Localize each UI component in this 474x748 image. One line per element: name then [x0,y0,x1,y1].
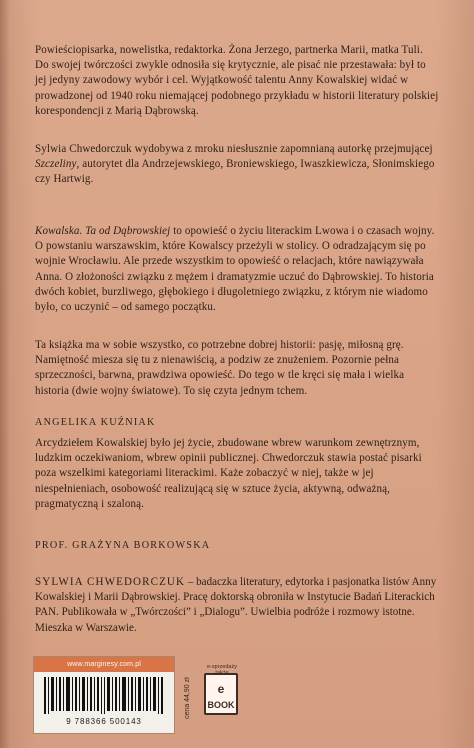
barcode-icon [44,677,164,714]
ebook-badge [204,673,238,715]
signature-angelika-kuzniak: ANGELIKA KUŹNIAK [35,417,156,428]
description-paragraph-3-text: to opowieść o życiu literackim Lwowa i o czasach wojny. O powstaniu warszawskim, które Kowalscy przeżyli w stolicy. O odradzającym się po wojnie Wrocławiu. Ale przede wszystkim to opowieść o relacjach, które nawiązywała Anna. O złożoności związku z mężem i dramatyzmie uczuć do Dąbrowskiej. To historia dwóch kobiet, burzliwego, głębokiego i długoletniego związku, z którym nie wiadomo było, co uczynić – od samego początku. [35,225,435,314]
description-paragraph-3 [35,224,439,315]
description-paragraph-1: Powieściopisarka, nowelistka, redaktorka. Żona Jerzego, partnerka Marii, matka Tuli. Do swojej twórczości zwykle odnosiła się krytycznie, ale pisać nie przestawała: był to jej jedyny zawodowy wybór i cel. Wyjątkowość talentu Anny Kowalskiej widać w prowadzonej od 1940 roku niemającej podobnego przykładu w historii literatury polskiej korespondencji z Marią Dąbrowską. [35,44,439,117]
author-bio [35,575,439,636]
barcode-block [33,656,175,734]
ebook-note: e-sprzedaży [207,664,237,670]
ebook-badge-top: e [217,682,225,696]
description-paragraph-2 [35,142,439,188]
book-title-reference-kowalska: Kowalska. Ta od Dąbrowskiej [35,225,171,237]
blurb-borkowska: Arcydziełem Kowalskiej było jej życie, zbudowane wbrew warunkom zewnętrznym, ludzkim oczekiwaniom, wbrew opinii publicznej. Chwedorczuk stawia postać pisarki poza wszelkimi kategoriami literackimi. Każe zobaczyć w niej, także w jej niespełnieniach, osobowość realizującą się w sztuce życia, aktywną, odważną, pragmatyczną i szaloną. [35,437,422,510]
description-paragraph-2-part-1: Sylwia Chwedorczuk wydobywa z mroku niesłusznie zapomnianą autorkę przejmującej [35,143,433,155]
spine-shadow [0,0,10,748]
ebook-badge-bottom: BOOK [207,700,235,710]
book-title-reference-szczeliny: Szczeliny [35,158,77,171]
signature-grazyna-borkowska: PROF. GRAŻYNA BORKOWSKA [35,540,211,551]
publisher-website: www.marginesy.com.pl [34,657,174,672]
price-label: cena 44,90 zł [184,677,191,719]
blurb-kuzniak: Ta książka ma w sobie wszystko, co potrzebne dobrej historii: pasję, miłosną grę. Namiętność miesza się tu z nienawiścią, a podziw ze znużeniem. Pozornie pełna sprzeczności, barwna, prawdziwa opowieść. Do tego w tle kręci się mała i wielka historia (dwie wojny światowe). To się czyta jednym tchem. [35,339,405,397]
author-bio-text: – badaczka literatury, edytorka i pasjonatka listów Anny Kowalskiej i Marii Dąbrowskiej. Pracę doktorską obroniła w Instytucie Badań Literackich PAN. Publikowała w „Twórczości” i „Dialogu”. Uwielbia podróże i rozmowy istotne. Mieszka w Warszawie. [35,576,437,634]
description-paragraph-2-part-2: , autorytet dla Andrzejewskiego, Broniewskiego, Iwaszkiewicza, Słonimskiego czy Hartwig. [35,158,435,186]
isbn-number: 9 788366 500143 [66,717,142,726]
author-bio-name: SYLWIA CHWEDORCZUK [35,576,186,588]
